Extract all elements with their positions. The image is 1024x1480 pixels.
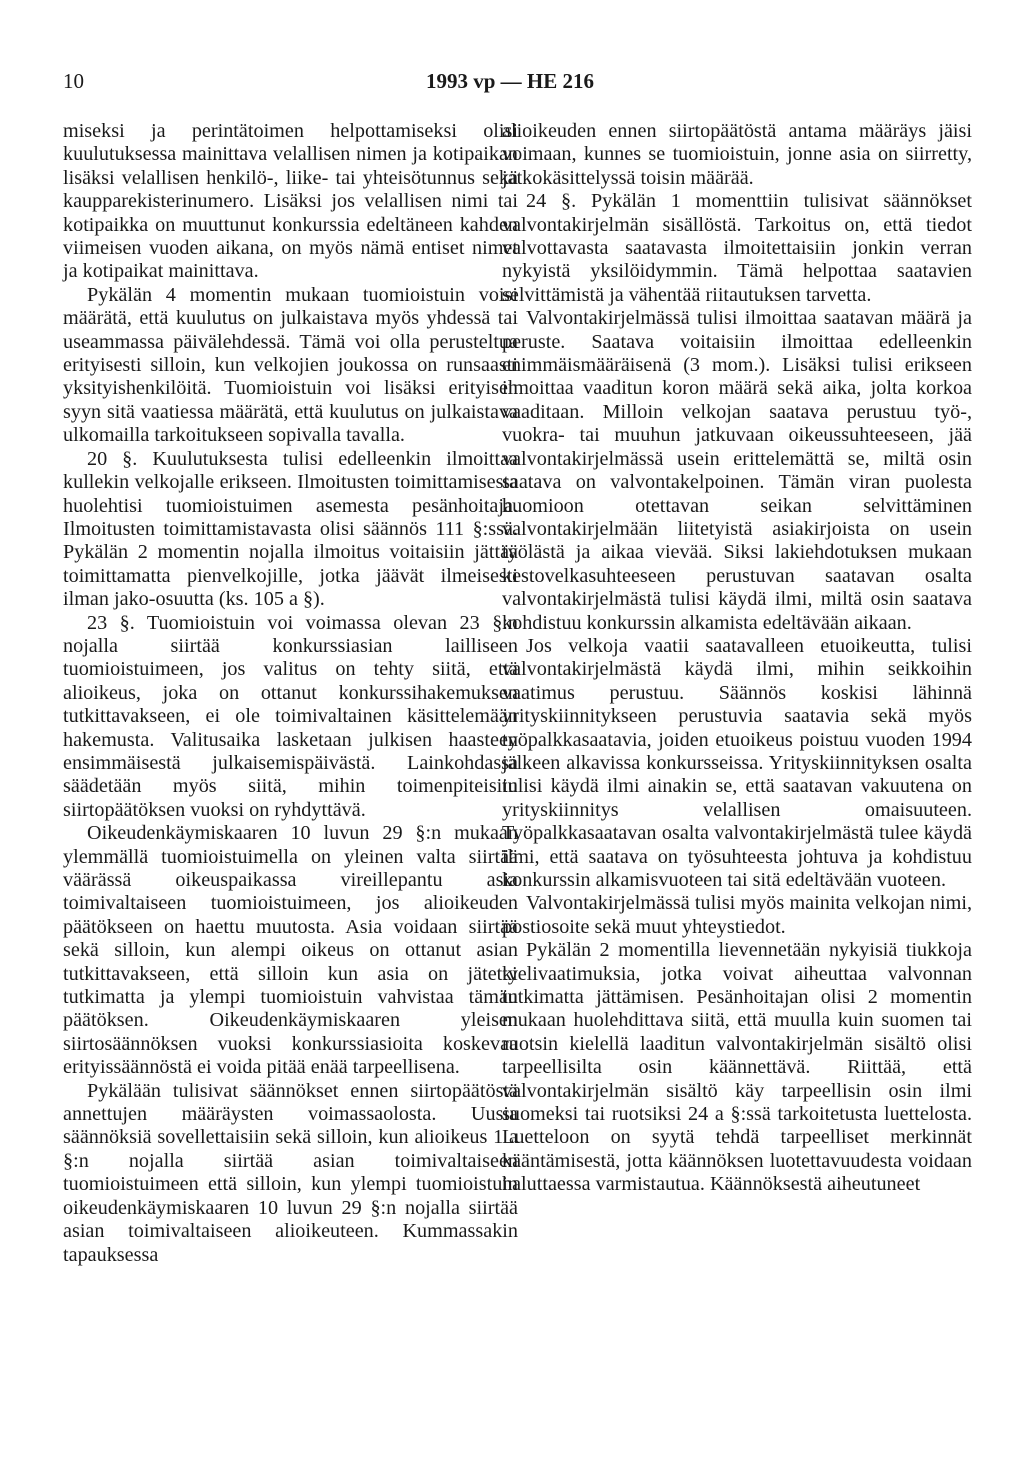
right-column [502,120,972,1197]
paragraph: Pykälään tulisivat säännökset ennen siirtopäätöstä annettujen määräysten voimassaolosta. Uusia säännöksiä sovellettaisiin sekä silloin, kun alioikeus 1 a §:n nojalla siirtää asian toimivaltaiseen tuomioistuimeen että silloin, kun ylempi tuomioistuin oikeudenkäymiskaaren 10 luvun 29 §:n nojalla siirtää asian toimivaltaiseen alioikeuteen. Kummassakin tapauksessa [63,1079,518,1266]
paragraph: 24 §. Pykälän 1 momenttiin tulisivat säännökset valvontakirjelmän sisällöstä. Tarkoitus on, että tiedot valvottavasta saatavasta ilmoitettaisiin jonkin verran nykyistä yksilöidymmin. Tämä helpottaa saatavien selvittämistä ja vähentää riitautuksen tarvetta. [502,190,972,306]
paragraph: 23 §. Tuomioistuin voi voimassa olevan 23 §:n nojalla siirtää konkurssiasian lailliseen tuomioistuimeen, jos valitus on tehty siitä, että alioikeus, joka on ottanut konkurssihakemuksen tutkittavakseen, ei ole toimivaltainen käsittelemään hakemusta. Valitusaika lasketaan julkisen haasteen ensimmäisestä julkaisemispäivästä. Lainkohdassa säädetään myös siitä, mihin toimenpiteisiin siirtopäätöksen vuoksi on ryhdyttävä. [63,611,518,821]
paragraph: Pykälän 4 momentin mukaan tuomioistuin voisi määrätä, että kuulutus on julkaistava myös yhdessä tai useammassa päivälehdessä. Tämä voi olla perusteltua erityisesti silloin, kun velkojien joukossa on runsaasti yksityishenkilöitä. Tuomioistuin voi lisäksi erityisen syyn sitä vaatiessa määrätä, että kuulutus on julkaistava ulkomailla tarkoitukseen sopivalla tavalla. [63,283,518,447]
paragraph: Jos velkoja vaatii saatavalleen etuoikeutta, tulisi valvontakirjelmästä käydä ilmi, mihin seikkoihin vaatimus perustuu. Säännös koskisi lähinnä yrityskiinnitykseen perustuvia saatavia sekä myös työpalkkasaatavia, joiden etuoikeus poistuu vuoden 1994 jälkeen alkavissa konkursseissa. Yrityskiinnityksen osalta tulisi käydä ilmi ainakin se, että saatavan vakuutena on yrityskiinnitys velallisen omaisuuteen. Työpalkkasaatavan osalta valvontakirjelmästä tulee käydä ilmi, että saatava on työsuhteesta johtuva ja kohdistuu konkurssin alkamisvuoteen tai sitä edeltävään vuoteen. [502,634,972,891]
page-header-title: 1993 vp — HE 216 [425,69,595,93]
paragraph: 20 §. Kuulutuksesta tulisi edelleenkin ilmoittaa kullekin velkojalle erikseen. Ilmoitusten toimittamisesta huolehtisi tuomioistuimen asemesta pesänhoitaja. Ilmoitusten toimittamistavasta olisi säännös 111 §:ssä. Pykälän 2 momentin nojalla ilmoitus voitaisiin jättää toimittamatta pienvelkojille, jotka jäävät ilmeisesti ilman jako-osuutta (ks. 105 a §). [63,447,518,611]
paragraph: alioikeuden ennen siirtopäätöstä antama määräys jäisi voimaan, kunnes se tuomioistuin, jonne asia on siirretty, jatkokäsittelyssä toisin määrää. [502,120,972,189]
paragraph: Oikeudenkäymiskaaren 10 luvun 29 §:n mukaan ylemmällä tuomioistuimella on yleinen valta siirtää väärässä oikeuspaikassa vireillepantu asia toimivaltaiseen tuomioistuimeen, jos alioikeuden päätökseen on haettu muutosta. Asia voidaan siirtää sekä silloin, kun alempi oikeus on ottanut asian tutkittavakseen, että silloin kun asia on jätetty tutkimatta ja ylempi tuomioistuin vahvistaa tämän päätöksen. Oikeudenkäymiskaaren yleisen siirtosäännöksen vuoksi konkurssiasioita koskevaa erityissäännöstä ei voida pitää enää tarpeellisena. [63,822,518,1079]
paragraph: Valvontakirjelmässä tulisi ilmoittaa saatavan määrä ja peruste. Saatava voitaisiin ilmoittaa edelleenkin enimmäismääräisenä (3 mom.). Lisäksi tulisi erikseen ilmoittaa vaaditun koron määrä sekä aika, jolta korkoa vaaditaan. Milloin velkojan saatava perustuu työ-, vuokra- tai muuhun jatkuvaan oikeussuhteeseen, jää valvontakirjelmässä usein erittelemättä se, miltä osin saatava on valvontakelpoinen. Tämän viran puolesta huomioon otettavan seikan selvittäminen valvontakirjelmään liitetyistä asiakirjoista on usein työlästä ja aikaa vievää. Siksi lakiehdotuksen mukaan kestovelkasuhteeseen perustuvan saatavan osalta valvontakirjelmästä tulisi käydä ilmi, miltä osin saatava kohdistuu konkurssin alkamista edeltävään aikaan. [502,307,972,634]
left-column [63,120,518,1267]
paragraph: miseksi ja perintätoimen helpottamiseksi olisi kuulutuksessa mainittava velallisen nimen ja kotipaikan lisäksi velallisen henkilö-, liike- tai yhteisötunnus sekä kaupparekisterinumero. Lisäksi jos velallisen nimi tai kotipaikka on muuttunut konkurssia edeltäneen kahden viimeisen vuoden aikana, on myös nämä entiset nimet ja kotipaikat mainittava. [63,120,518,283]
paragraph: Valvontakirjelmässä tulisi myös mainita velkojan nimi, postiosoite sekä muut yhteystiedot. [502,892,972,938]
paragraph: Pykälän 2 momentilla lievennetään nykyisiä tiukkoja kielivaatimuksia, jotka voivat aiheuttaa valvonnan tutkimatta jättämisen. Pesänhoitajan olisi 2 momentin mukaan huolehdittava siitä, että muulla kuin suomen tai ruotsin kielellä laaditun valvontakirjelmän sisältö olisi tarpeellisilta osin käännettävä. Riittää, että valvontakirjelmän sisältö käy tarpeellisin osin ilmi suomeksi tai ruotsiksi 24 a §:ssä tarkoitetusta luettelosta. Luetteloon on syytä tehdä tarpeelliset merkinnät kääntämisestä, jotta käännöksen luotettavuudesta voidaan haluttaessa varmistautua. Käännöksestä aiheutuneet [502,939,972,1196]
page-number: 10 [63,69,84,93]
